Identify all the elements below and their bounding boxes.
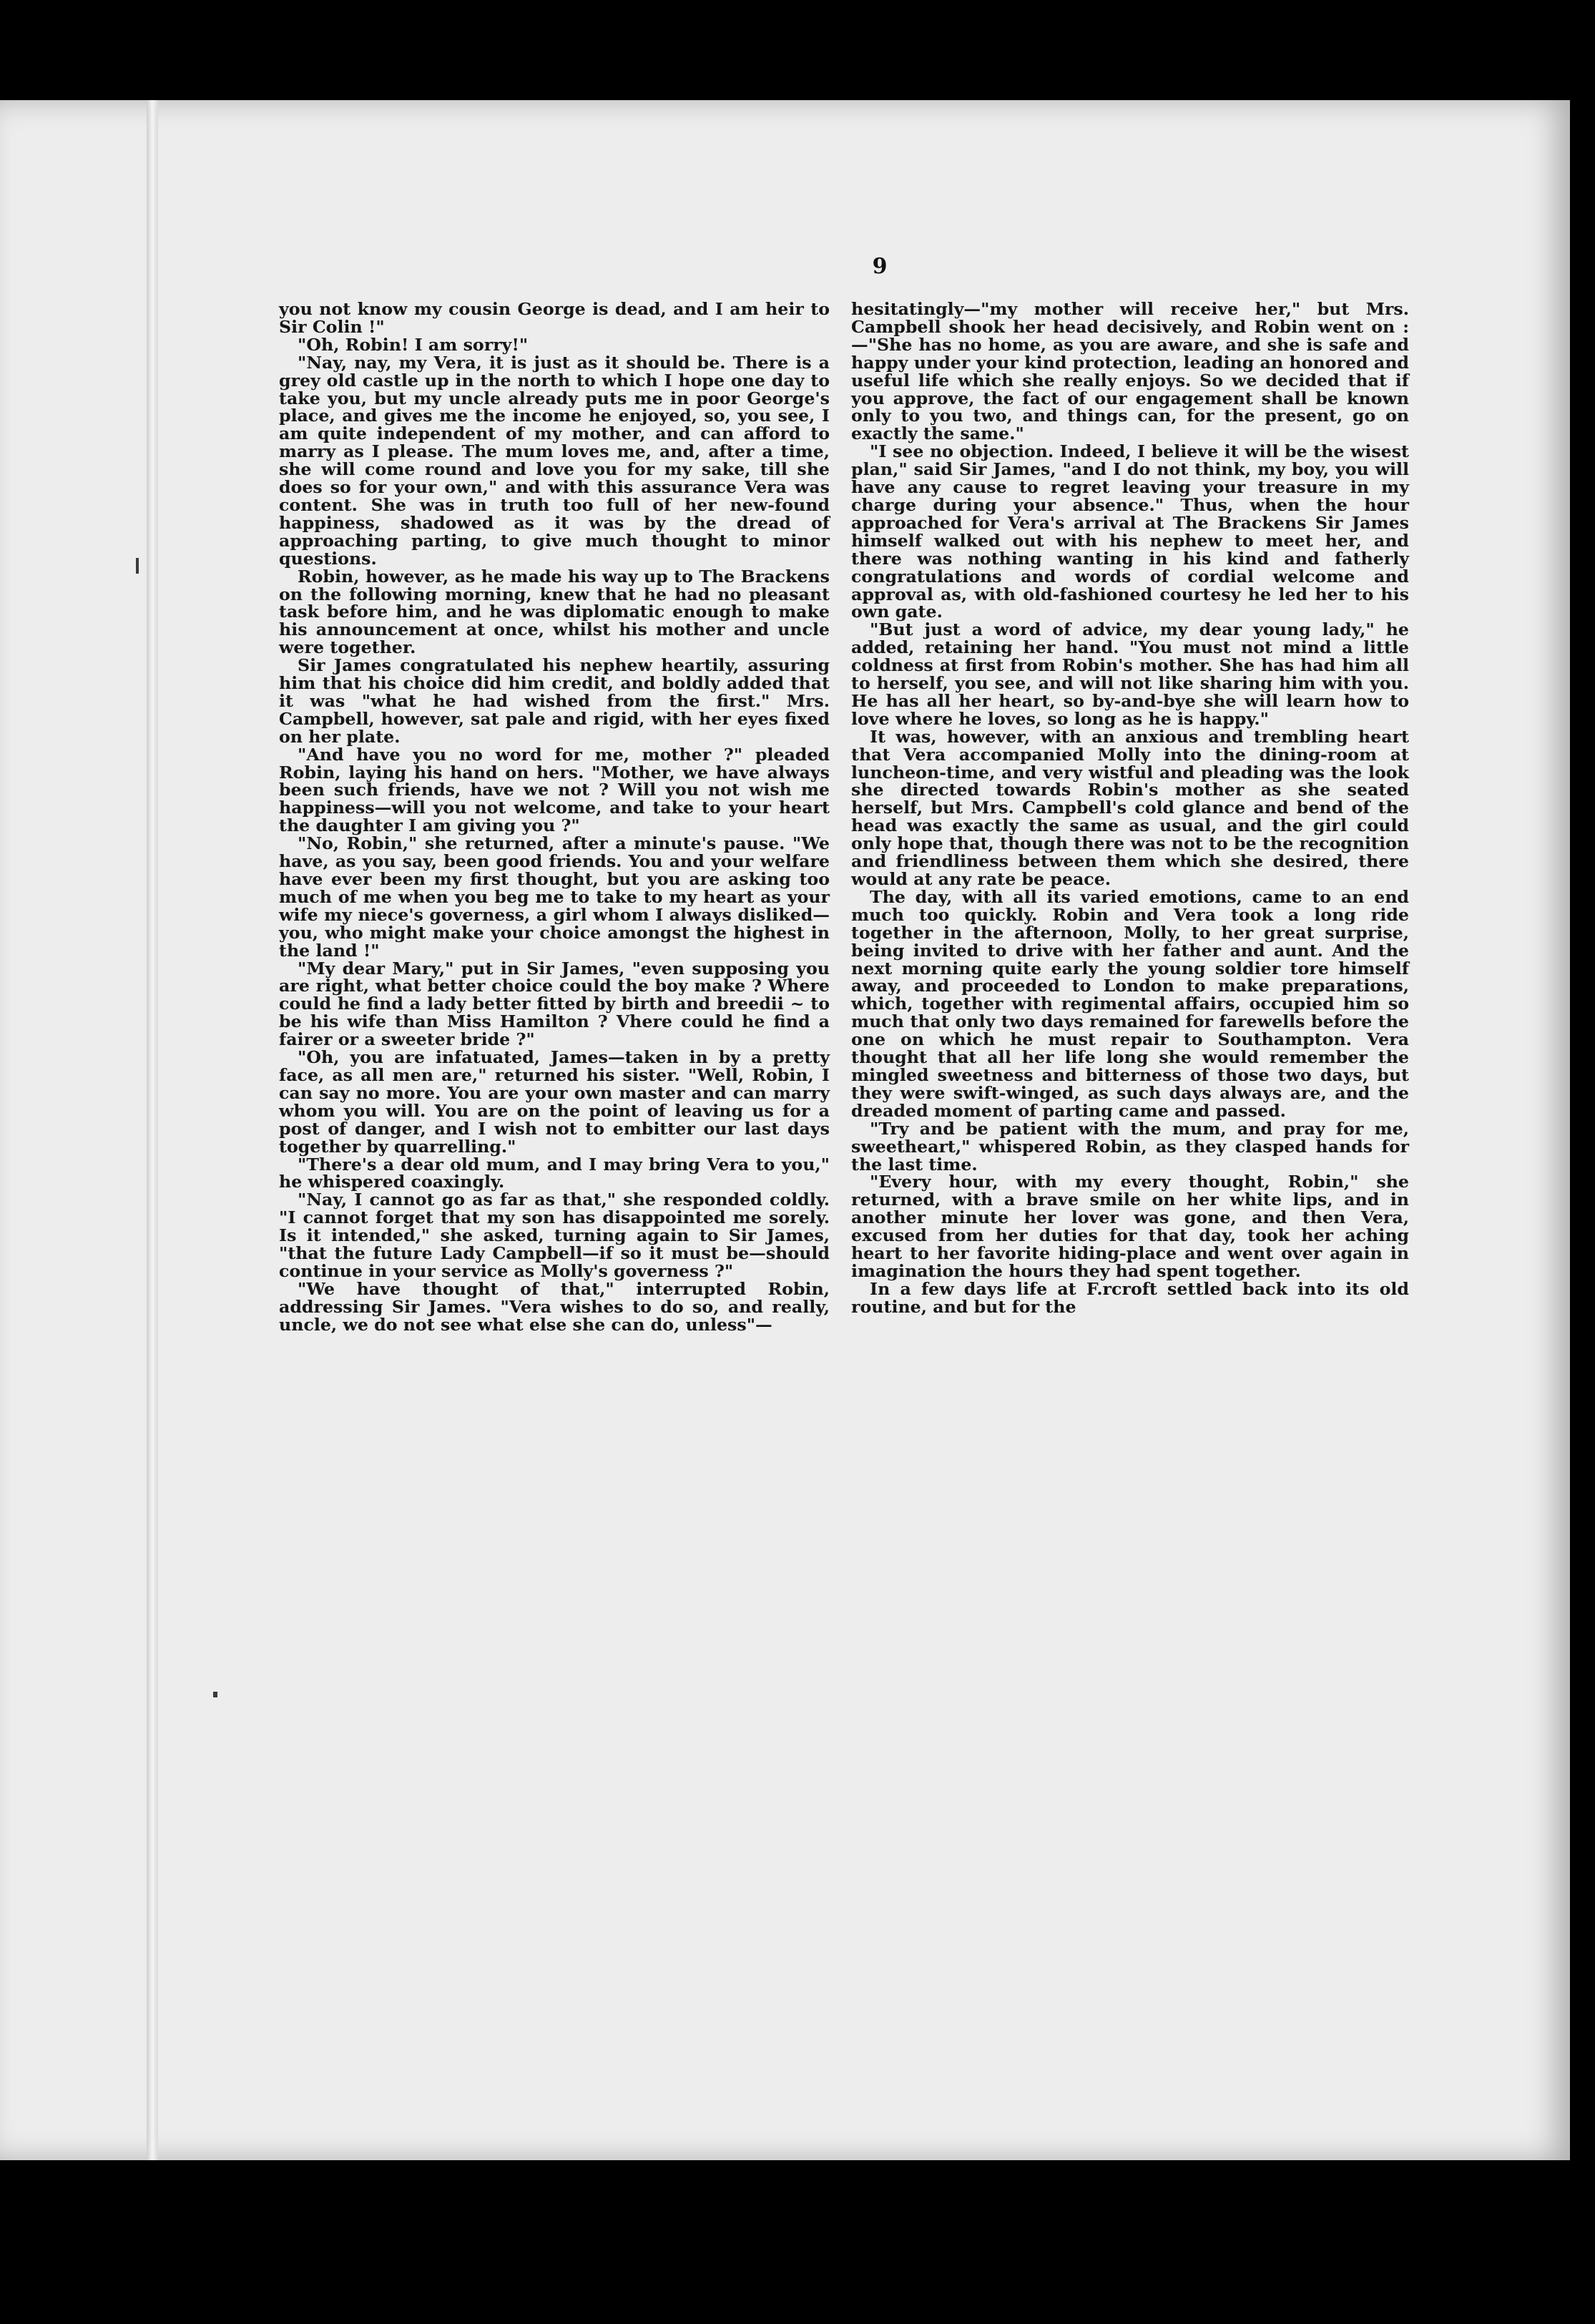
paragraph: Sir James congratulated his nephew heartily, assuring him that his choice did him credit, and boldly added that it was "what he had wished from the first." Mrs. Campbell, however, sat pale and rigid, with her eyes fixed on her plate. [279, 655, 830, 747]
margin-mark [136, 558, 139, 574]
paragraph: "My dear Mary," put in Sir James, "even supposing you are right, what better choice could the boy make ? Where could he find a lady better fitted by birth and breedii ~ to be his wife than Miss Hamilton ? Vhere could he find a fairer or a sweeter bride ?" [279, 958, 830, 1050]
paragraph: The day, with all its varied emotions, came to an end much too quickly. Robin and Vera took a long ride together in the afternoon, Molly, to her great surprise, being invited to drive with her father and aunt. And the next morning quite early the young soldier tore himself away, and proceeded to London to make preparations, which, together with regimental affairs, occupied him so much that only two days remained for farewells before the one on which he must repair to Southampton. Vera thought that all her life long she would remember the mingled sweetness and bitterness of those two days, but they were swift-winged, as such days always are, and the dreaded moment of parting came and passed. [851, 886, 1409, 1121]
paragraph: "Oh, you are infatuated, James—taken in by a pretty face, as all men are," returned his sister. "Well, Robin, I can say no more. You are your own master and can marry whom you will. You are on the point of leaving us for a post of danger, and I wish not to embitter our last days together by quarrelling." [279, 1047, 830, 1157]
paragraph: It was, however, with an anxious and trembling heart that Vera accompanied Molly into the dining-room at luncheon-time, and very wistful and pleading was the look she directed towards Robin's mother as she seated herself, but Mrs. Campbell's cold glance and bend of the head was exactly the same as usual, and the girl could only hope that, though there was not to be the recognition and friendliness between them which she desired, there would at any rate be peace. [851, 726, 1409, 889]
paragraph: "Oh, Robin! I am sorry!" [298, 334, 529, 355]
paragraph: In a few days life at F.rcroft settled back into its old routine, and but for the [851, 1278, 1409, 1317]
page-gutter [147, 100, 158, 2160]
paragraph: "Try and be patient with the mum, and pray for me, sweetheart," whispered Robin, as they clasped hands for the last time. [851, 1118, 1409, 1175]
paragraph: "Nay, nay, my Vera, it is just as it should be. There is a grey old castle up in the north to which I hope one day to take you, but my uncle already puts me in poor George's place, and gives me the income he enjoyed, so, you see, I am quite independent of my mother, and can afford to marry as I please. The mum loves me, and, after a time, she will come round and love you for my sake, till she does so for your own," and with this assurance Vera was content. She was in truth too full of her new-found happiness, shadowed as it was by the dread of approaching parting, to give much thought to minor questions. [279, 352, 830, 569]
paragraph: "And have you no word for me, mother ?" pleaded Robin, laying his hand on hers. "Mother, we have always been such friends, have we not ? Will you not wish me happiness—will you not welcome, and take to your heart the daughter I am giving you ?" [279, 744, 830, 836]
right-column [851, 300, 1409, 1316]
paragraph: "We have thought of that," interrupted Robin, addressing Sir James. "Vera wishes to do so, and really, uncle, we do not see what else she can do, unless"— [279, 1278, 830, 1335]
paragraph: "I see no objection. Indeed, I believe it will be the wisest plan," said Sir James, "and I do not think, my boy, you will have any cause to regret leaving your treasure in my charge during your absence." Thus, when the hour approached for Vera's arrival at The Brackens Sir James himself walked out with his nephew to meet her, and there was nothing wanting in his kind and fatherly congratulations and words of cordial welcome and approval as, with old-fashioned courtesy he led her to his own gate. [851, 441, 1409, 622]
paragraph: "There's a dear old mum, and I may bring Vera to you," he whispered coaxingly. [279, 1154, 830, 1192]
paragraph: "No, Robin," she returned, after a minute's pause. "We have, as you say, been good friends. You and your welfare have ever been my first thought, but you are asking too much of me when you beg me to take to my heart as your wife my niece's governess, a girl whom I always disliked—you, who might make your choice amongst the highest in the land !" [279, 833, 830, 961]
paragraph: "Nay, I cannot go as far as that," she responded coldly. "I cannot forget that my son has disappointed me sorely. Is it intended," she asked, turning again to Sir James, "that the future Lady Campbell—if so it must be—should continue in your service as Molly's governess ?" [279, 1190, 830, 1281]
margin-mark [213, 1692, 217, 1697]
paragraph: hesitatingly—"my mother will receive her," but Mrs. Campbell shook her head decisively, and Robin went on :—"She has no home, as you are aware, and she is safe and happy under your kind protection, leading an honored and useful life which she really enjoys. So we decided that if you approve, the fact of our engagement shall be known only to you two, and things can, for the present, go on exactly the same." [851, 299, 1409, 444]
paragraph: "Every hour, with my every thought, Robin," she returned, with a brave smile on her white lips, and in another minute her lover was gone, and then Vera, excused from her duties for that day, took her aching heart to her favorite hiding-place and went over again in imagination the hours they had spent together. [851, 1172, 1409, 1281]
paragraph: "But just a word of advice, my dear young lady," he added, retaining her hand. "You must not mind a little coldness at first from Robin's mother. She has had him all to herself, you see, and will not like sharing him with you. He has all her heart, so by-and-bye she will learn how to love where he loves, so long as he is happy." [851, 619, 1409, 729]
page-number: 9 [872, 254, 888, 279]
paragraph: you not know my cousin George is dead, and I am heir to Sir Colin !" [279, 299, 830, 337]
paragraph: Robin, however, as he made his way up to The Brackens on the following morning, knew that he had no pleasant task before him, and he was diplomatic enough to make his announcement at once, whilst his mother and uncle were together. [279, 566, 830, 658]
left-column [279, 300, 830, 1334]
